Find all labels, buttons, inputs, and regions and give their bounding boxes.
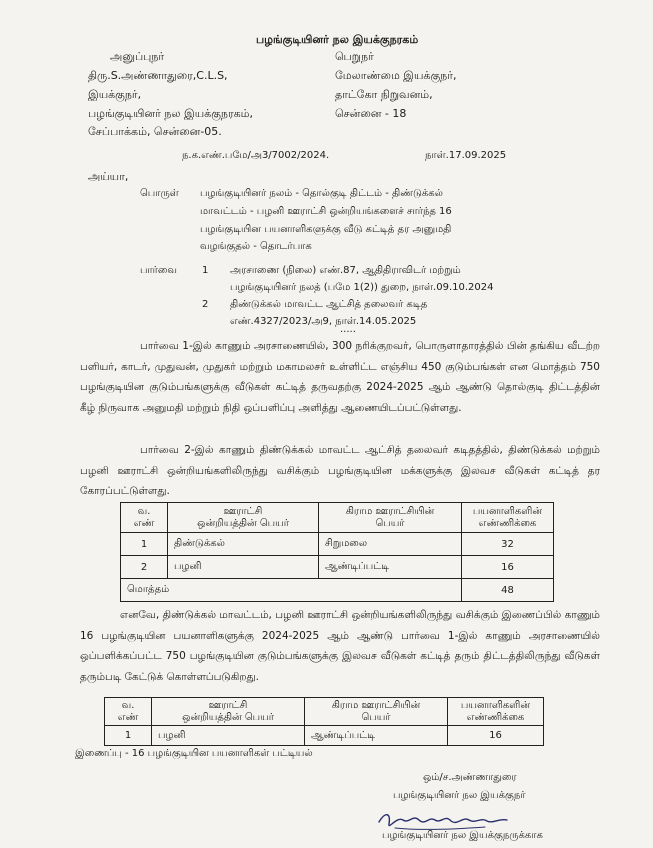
signature-name: ஒம்/ச.அண்ணாதுரை bbox=[423, 772, 517, 783]
subject-line: பழங்குடியின பயனாளிகளுக்கு வீடு கட்டித் தர அனுமதி bbox=[200, 224, 452, 235]
dots-separator: ..... bbox=[340, 324, 356, 335]
enclosure-note: இணைப்பு - 16 பழங்குடியின பயனாளிகள் பட்டியல் bbox=[75, 748, 313, 759]
beneficiary-table bbox=[120, 502, 554, 602]
table-cell: 32 bbox=[462, 533, 554, 556]
reference-line: அரசாணை (நிலை) எண்.87, ஆதிதிராவிடர் மற்றும் bbox=[230, 265, 461, 276]
table-cell: 1 bbox=[105, 726, 152, 746]
table-header: கிராம ஊராட்சியின் பெயர் bbox=[319, 503, 462, 533]
salutation: அய்யா, bbox=[88, 170, 129, 183]
reference-number: ந.க.எண்.பமே/அ3/7002/2024. bbox=[182, 150, 330, 161]
signature-designation: பழங்குடியினர் நல இயக்குநர் bbox=[393, 790, 526, 801]
table-header: கிராம ஊராட்சியின் பெயர் bbox=[305, 698, 448, 726]
table-row bbox=[121, 533, 554, 556]
paragraph-2: பார்வை 2-இல் காணும் திண்டுக்கல் மாவட்ட ஆட்சித் தலைவர் கடிதத்தில், திண்டுக்கல் மற்றும் பழனி ஊராட்சி ஒன்றியங்களிலிருந்து வசிக்கும் பழங்குடியின மக்களுக்கு இலவச வீடுகள் கட்டித் தர கோரப்பட்டுள்ளது. bbox=[80, 444, 600, 497]
table-cell: சிறுமலை bbox=[319, 533, 462, 556]
table-header: பயனாளிகளின் எண்ணிக்கை bbox=[448, 698, 544, 726]
reference-number-2: 2 bbox=[202, 299, 209, 310]
to-line: தாட்கோ நிறுவனம், bbox=[335, 88, 433, 101]
from-line: சேப்பாக்கம், சென்னை-05. bbox=[88, 125, 222, 138]
subject-line: வழங்குதல் - தொடர்பாக bbox=[200, 241, 312, 252]
beneficiary-table-2 bbox=[104, 697, 544, 746]
total-label: மொத்தம் bbox=[121, 579, 462, 602]
table-header: பயனாளிகளின் எண்ணிக்கை bbox=[462, 503, 554, 533]
to-line: மேலாண்மை இயக்குநர், bbox=[335, 69, 457, 82]
table-total-row bbox=[121, 579, 554, 602]
subject-line: பழங்குடியினர் நலம் - தொல்குடி திட்டம் - திண்டுக்கல் bbox=[200, 188, 443, 199]
table-header: ஊராட்சி ஒன்றியத்தின் பெயர் bbox=[168, 503, 319, 533]
letter-date: நாள்.17.09.2025 bbox=[425, 150, 507, 161]
table-row bbox=[121, 556, 554, 579]
subject-line: மாவட்டம் - பழனி ஊராட்சி ஒன்றியங்களைச் சார்ந்த 16 bbox=[200, 206, 452, 217]
table-cell: ஆண்டிப்பட்டி bbox=[319, 556, 462, 579]
handwritten-signature bbox=[375, 808, 525, 832]
references-label: பார்வை bbox=[140, 265, 177, 276]
to-heading: பெறுநர் bbox=[335, 50, 374, 63]
table-header: ஊராட்சி ஒன்றியத்தின் பெயர் bbox=[152, 698, 305, 726]
signature-for: பழங்குடியினர் நல இயக்குநருக்காக bbox=[382, 830, 543, 841]
paragraph-3: எனவே, திண்டுக்கல் மாவட்டம், பழனி ஊராட்சி ஒன்றியங்களிலிருந்து வசிக்கும் இணைப்பில் காணும் 16 பழங்குடியின பயனாளிகளுக்கு 2024-2025 ஆம் ஆண்டு பார்வை 1-இல் காணும் அரசாணையில் ஒப்பளிக்கப்பட்ட 750 பழங்குடியின குடும்பங்களுக்கு இலவச வீடுகள் கட்டித் தரும் திட்டத்திலிருந்து வீடுகள் தரும்படி கேட்டுக் கொள்ளப்படுகிறது. bbox=[80, 609, 600, 683]
table-cell: 16 bbox=[462, 556, 554, 579]
table-header: வ. எண் bbox=[121, 503, 168, 533]
to-line: சென்னை - 18 bbox=[335, 107, 407, 120]
reference-number-1: 1 bbox=[202, 265, 209, 276]
table-header: வ. எண் bbox=[105, 698, 152, 726]
reference-line: திண்டுக்கல் மாவட்ட ஆட்சித் தலைவர் கடித bbox=[230, 299, 428, 310]
reference-line: பழங்குடியினர் நலத் (பமே 1(2)) துறை, நாள்.09.10.2024 bbox=[230, 282, 494, 293]
table-cell: 2 bbox=[121, 556, 168, 579]
table-cell: பழனி bbox=[168, 556, 319, 579]
table-cell: 1 bbox=[121, 533, 168, 556]
from-heading: அனுப்புநர் bbox=[110, 50, 165, 63]
table-cell: திண்டுக்கல் bbox=[168, 533, 319, 556]
table-row bbox=[105, 726, 544, 746]
office-header: பழங்குடியினர் நல இயக்குநரகம் bbox=[256, 33, 419, 46]
subject-label: பொருள் bbox=[140, 188, 179, 199]
reference-line: எண்.4327/2023/அ9, நாள்.14.05.2025 bbox=[230, 316, 417, 327]
from-line: பழங்குடியினர் நல இயக்குநரகம், bbox=[88, 107, 254, 120]
paragraph-1: பார்வை 1-இல் காணும் அரசாணையில், 300 நரிக்குறவர், பொருளாதாரத்தில் பின் தங்கிய வீடற்ற பளியர், காடர், முதுவன், முதுகர் மற்றும் மகாமலசர் உள்ளிட்ட எஞ்சிய 450 குடும்பங்கள் என மொத்தம் 750 பழங்குடியின குடும்பங்களுக்கு வீடுகள் கட்டித் தருவதற்கு 2024-2025 ஆம் ஆண்டு தொல்குடி திட்டத்தின் கீழ் நிருவாக அனுமதி மற்றும் நிதி ஒப்பளிப்பு அளித்து ஆணையிடப்பட்டுள்ளது. bbox=[80, 340, 600, 414]
total-value: 48 bbox=[462, 579, 554, 602]
table-cell: 16 bbox=[448, 726, 544, 746]
table-cell: ஆண்டிப்பட்டி bbox=[305, 726, 448, 746]
from-line: திரு.S.அண்ணாதுரை,C.L.S, bbox=[88, 69, 228, 82]
from-line: இயக்குநர், bbox=[88, 88, 142, 101]
table-cell: பழனி bbox=[152, 726, 305, 746]
